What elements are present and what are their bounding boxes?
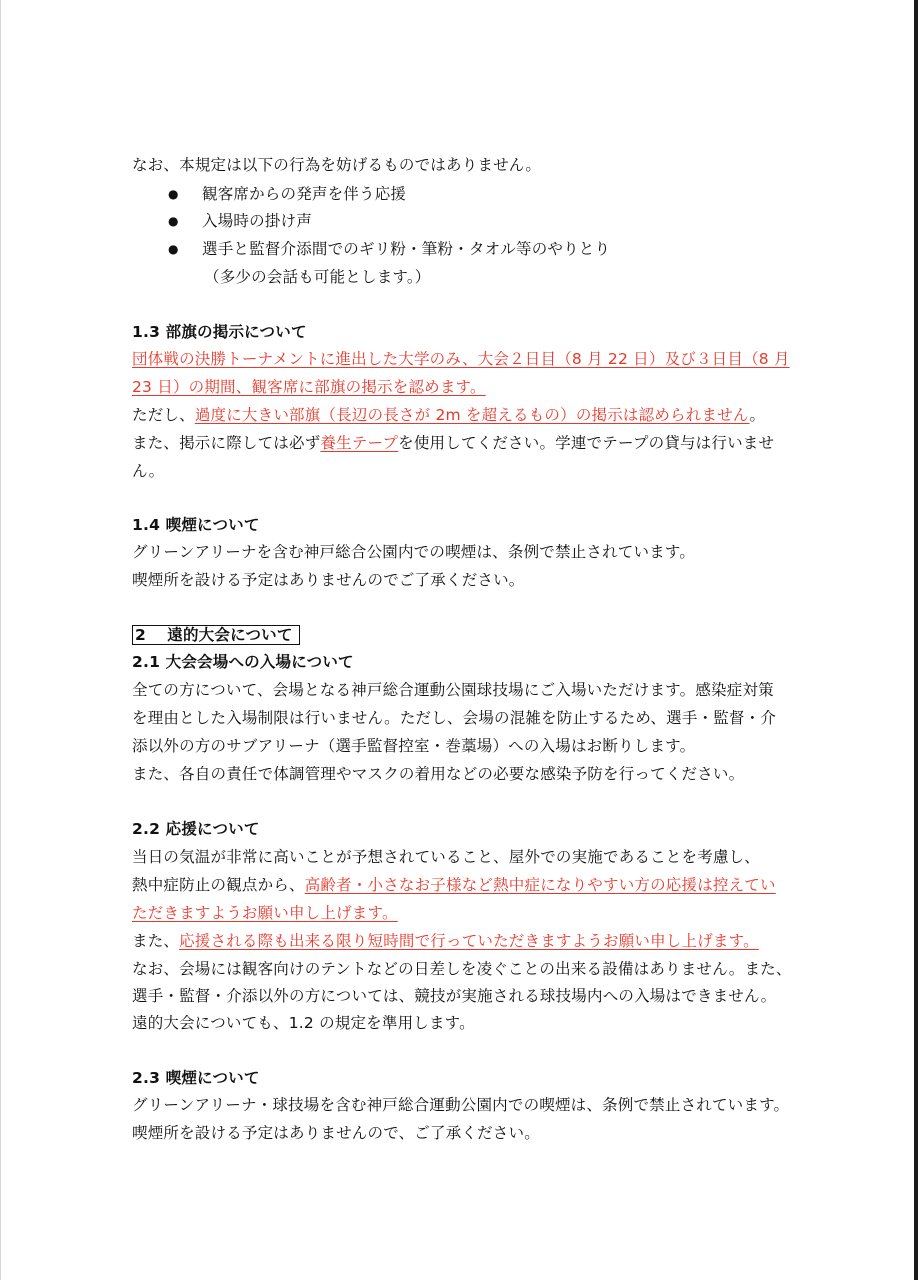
section-heading-2-2: 2.2 応援について	[132, 820, 260, 838]
smoking-text: グリーンアリーナを含む神戸総合公園内での喫煙は、条例で禁止されています。	[132, 543, 696, 561]
bullet-icon: ●	[168, 187, 179, 201]
bullet-item: 入場時の掛け声	[202, 212, 312, 230]
support-text: なお、会場には観客向けのテントなどの日差しを凌ぐことの出来る設備はありません。また、	[132, 960, 792, 978]
page-left-edge	[0, 0, 1, 1280]
support-line	[132, 930, 759, 952]
section-heading-2	[132, 624, 300, 646]
flag-limit-line	[132, 404, 765, 426]
support-text: 遠的大会についても、1.2 の規定を準用します。	[132, 1014, 475, 1032]
plain-text: ただし、	[132, 406, 195, 424]
flag-rule-text: 23 日）の期間、観客席に部旗の掲示を認めます。	[132, 378, 486, 396]
highlighted-text: 過度に大きい部旗（長辺の長さが 2m を超えるもの）の掲示は認められません	[194, 406, 750, 424]
smoking-text: 喫煙所を設ける予定はありませんのでご了承ください。	[132, 571, 525, 589]
bullet-item: 選手と監督介添間でのギリ粉・筆粉・タオル等のやりとり	[202, 240, 611, 258]
plain-text: 熱中症防止の観点から、	[132, 876, 305, 894]
tape-rule-line-end: ん。	[132, 462, 165, 480]
page-right-edge	[914, 0, 918, 1280]
smoking-text: グリーンアリーナ・球技場を含む神戸総合運動公園内での喫煙は、条例で禁止されています。	[132, 1096, 790, 1114]
highlighted-text: 養生テープ	[320, 434, 399, 452]
bullet-icon: ●	[168, 242, 179, 256]
section-heading-1-3: 1.3 部旗の掲示について	[132, 323, 307, 341]
plain-text: また、	[132, 932, 180, 950]
support-text-highlighted: ただきますようお願い申し上げます。	[132, 904, 398, 922]
bullet-item: 観客席からの発声を伴う応援	[202, 185, 407, 203]
support-text: 当日の気温が非常に高いことが予想されていること、屋外での実施であることを考慮し、	[132, 848, 761, 866]
support-line	[132, 874, 776, 896]
section-heading-1-4: 1.4 喫煙について	[132, 516, 260, 534]
flag-rule-text: 団体戦の決勝トーナメントに進出した大学のみ、大会２日目（8 月 22 日）及び３日目（8 月	[132, 350, 790, 368]
bullet-icon: ●	[168, 214, 179, 228]
entry-text: 全ての方について、会場となる神戸総合運動公園球技場にご入場いただけます。感染症対策	[132, 681, 774, 699]
section-heading-2-3: 2.3 喫煙について	[132, 1069, 260, 1087]
entry-text: を理由とした入場制限は行いません。ただし、会場の混雑を防止するため、選手・監督・介	[132, 709, 777, 727]
plain-text: また、掲示に際しては必ず	[132, 434, 321, 452]
entry-text: また、各自の責任で体調管理やマスクの着用などの必要な感染予防を行ってください。	[132, 765, 745, 783]
highlighted-text: 応援される際も出来る限り短時間で行っていただきますようお願い申し上げます。	[179, 932, 759, 950]
intro-text: なお、本規定は以下の行為を妨げるものではありません。	[132, 156, 542, 174]
entry-text: 添以外の方のサブアリーナ（選手監督控室・巻藁場）への入場はお断りします。	[132, 737, 696, 755]
plain-text: を使用してください。学連でテープの貸与は行いませ	[398, 434, 775, 452]
bullet-note: （多少の会話も可能とします。）	[204, 268, 431, 286]
boxed-heading: 2 遠的大会について	[132, 625, 300, 645]
highlighted-text: 高齢者・小さなお子様など熱中症になりやすい方の応援は控えてい	[304, 876, 776, 894]
support-text: 選手・監督・介添以外の方については、競技が実施される球技場内への入場はできません。	[132, 987, 777, 1005]
section-heading-2-1: 2.1 大会会場への入場について	[132, 653, 354, 671]
tape-rule-line	[132, 432, 774, 454]
smoking-text: 喫煙所を設ける予定はありませんので、ご了承ください。	[132, 1124, 540, 1142]
plain-text: 。	[749, 406, 766, 424]
